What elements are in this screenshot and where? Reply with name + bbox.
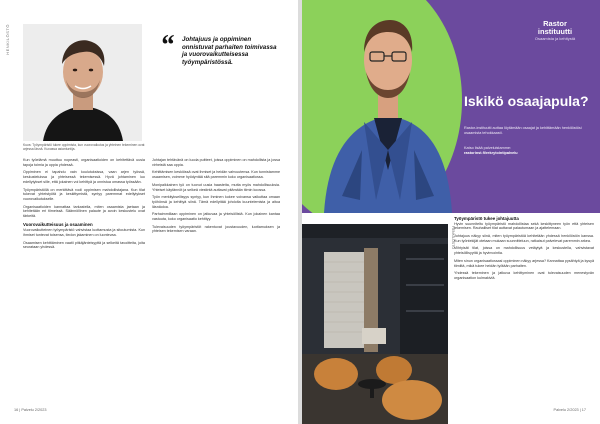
quote-mark: “ (160, 30, 174, 61)
paragraph: Kehittämisen keskiössä ovat ihmiset ja heidän vahvuutensa. Kun tunnistamme osaamisen, voimme hyödyntää sitä paremmin koko organisaatiossa. (152, 170, 280, 180)
portrait-photo (23, 24, 142, 141)
ad-person-illustration (302, 0, 472, 213)
section-label-right: HENKILÖSTÖ (451, 226, 455, 250)
paragraph: Monipaikkainen työ on tuonut uusia haasteita, mutta myös mahdollisuuksia. Yhteiset käytännöt ja selkeä viestintä auttavat pitämään tiimin koossa. (152, 182, 280, 192)
section-label: HENKILÖSTÖ (5, 24, 10, 55)
page-folio-right: Palvelu 2/2023 | 17 (553, 408, 586, 412)
ad-logo (517, 20, 593, 42)
paragraph: Viihtyisät tilat, joissa on mahdollisuus vetäytyä ja keskustella, vahvistavat yhteisöllisyyttä ja hyvinvointia. (454, 246, 594, 256)
ad-url-link[interactable]: rastorinst.fi/rekrytointipalvelu (464, 151, 518, 155)
paragraph: Johtajan tehtävänä on luoda puitteet, joissa oppiminen on mahdollista ja jossa virheistä saa oppia. (152, 158, 280, 167)
right-page (302, 0, 600, 424)
pull-quote-text: Johtajuus ja oppiminen onnistuvat parhaiten toimivassa ja vuorovaikutteisessa työympäristössä. (182, 36, 277, 66)
lounge-room-illustration (302, 224, 448, 424)
paragraph: Työympäristöllä on merkittävä rooli oppimisen mahdollistajana. Kun tilat tukevat yhteistyötä ja keskittymistä, syntyy paremmat edellytykset vuorovaikutukselle. (23, 187, 145, 201)
logo-line-1: Rastor (543, 19, 567, 28)
paragraph: Johtajuus näkyy siinä, miten työympäristöä kehitetään yhdessä henkilöstön kanssa. Kun työntekijät otetaan mukaan suunnitteluun, ratkaisut palvelevat paremmin arkea. (454, 234, 594, 243)
logo-line-2: instituutti (537, 27, 573, 36)
ad-cta (464, 146, 592, 156)
advertisement[interactable] (302, 0, 600, 213)
paragraph: Kun työelämä muuttuu nopeasti, organisaatioiden on kehitettävä uusia tapoja toimia ja oppia yhdessä. (23, 158, 145, 167)
logo-tagline: Osaamista ja kehitystä (534, 36, 576, 41)
left-page (0, 0, 298, 424)
right-article (454, 216, 594, 408)
paragraph: Organisaatioiden kannattaa tarkastella, miten osaamista jaetaan ja kehitetään eri tiimeissä. Säännöllinen palaute ja avoin keskustelu ovat tärkeitä. (23, 204, 145, 219)
office-room-photo (302, 224, 448, 424)
paragraph: Vuorovaikutteinen työympäristö vahvistaa luottamusta ja sitoutumista. Kun ihmiset tuntevat toisensa, tiedon jakaminen on luontevaa. (23, 228, 145, 237)
paragraph: Osaamisen kehittäminen vaatii pitkäjänteisyyttä ja selkeitä tavoitteita, joita seurataan yhdessä. (23, 240, 145, 250)
article-column-1 (23, 158, 145, 406)
page-folio: 16 | Palvelu 2/2023 (14, 408, 47, 412)
paragraph: Tulevaisuuden työympäristöt rakentuvat joustavuuden, luottamuksen ja yhteisen tekemisen varaan. (152, 224, 280, 234)
paragraph: Hyvin suunniteltu työympäristö mahdollistaa sekä keskittyneen työn että yhteisen tekemisen. Rauhalliset tilat auttavat palautumaan ja ajattelemaan. (454, 221, 594, 231)
photo-caption: Kuva: Työympäristö tukee oppimista, kun vuorovaikutus ja yhteinen tekeminen ovat arjessa läsnä. Kuvassa asiantuntija. (23, 143, 145, 151)
ad-cta-text: Katso lisää palveluistamme: (464, 146, 512, 150)
ad-body: Rastor-instituutti auttaa löytämään osaajat ja kehittämään henkilöstösi osaamista tehokkaasti. (464, 126, 582, 135)
paragraph: Työn merkityksellisyys syntyy, kun ihminen kokee voivansa vaikuttaa omaan työhönsä ja kehittyä siinä. Tämä edellyttää johdolta kuuntelemista ja aitoa läsnäoloa. (152, 195, 280, 209)
subheading: Vuorovaikutteisuus ja osaaminen (23, 221, 93, 227)
ad-headline: Iskikö osaajapula? (464, 93, 589, 109)
paragraph: Miten sinun organisaatiossasi oppiminen näkyy arjessa? Kannattaa pysähtyä ja kysyä tiimiltä, mikä tukee heidän työtään parhaiten. (454, 258, 594, 268)
man-portrait-illustration (23, 24, 142, 141)
paragraph: Parhaimmillaan oppiminen on jatkuvaa ja yhteisöllistä. Kun jokainen kantaa vastuuta, koko organisaatio kehittyy. (152, 212, 280, 222)
paragraph: Yhdessä tekeminen ja jatkuva kehittyminen ovat tulevaisuuden menestyvän organisaation kulmakiviä. (454, 271, 594, 280)
article-column-2 (152, 158, 280, 406)
paragraph: Oppiminen ei tapahdu vain koulutuksissa, vaan arjen työssä, keskusteluissa ja yhteisessä tekemisessä. Hyvä johtaminen luo edellytykset sille, että jokainen voi kehittyä ja onnistua omassa työssään. (23, 170, 145, 184)
right-article-heading: Työympäristö tukee johtajuutta (454, 216, 519, 221)
right-article-column (454, 222, 594, 408)
